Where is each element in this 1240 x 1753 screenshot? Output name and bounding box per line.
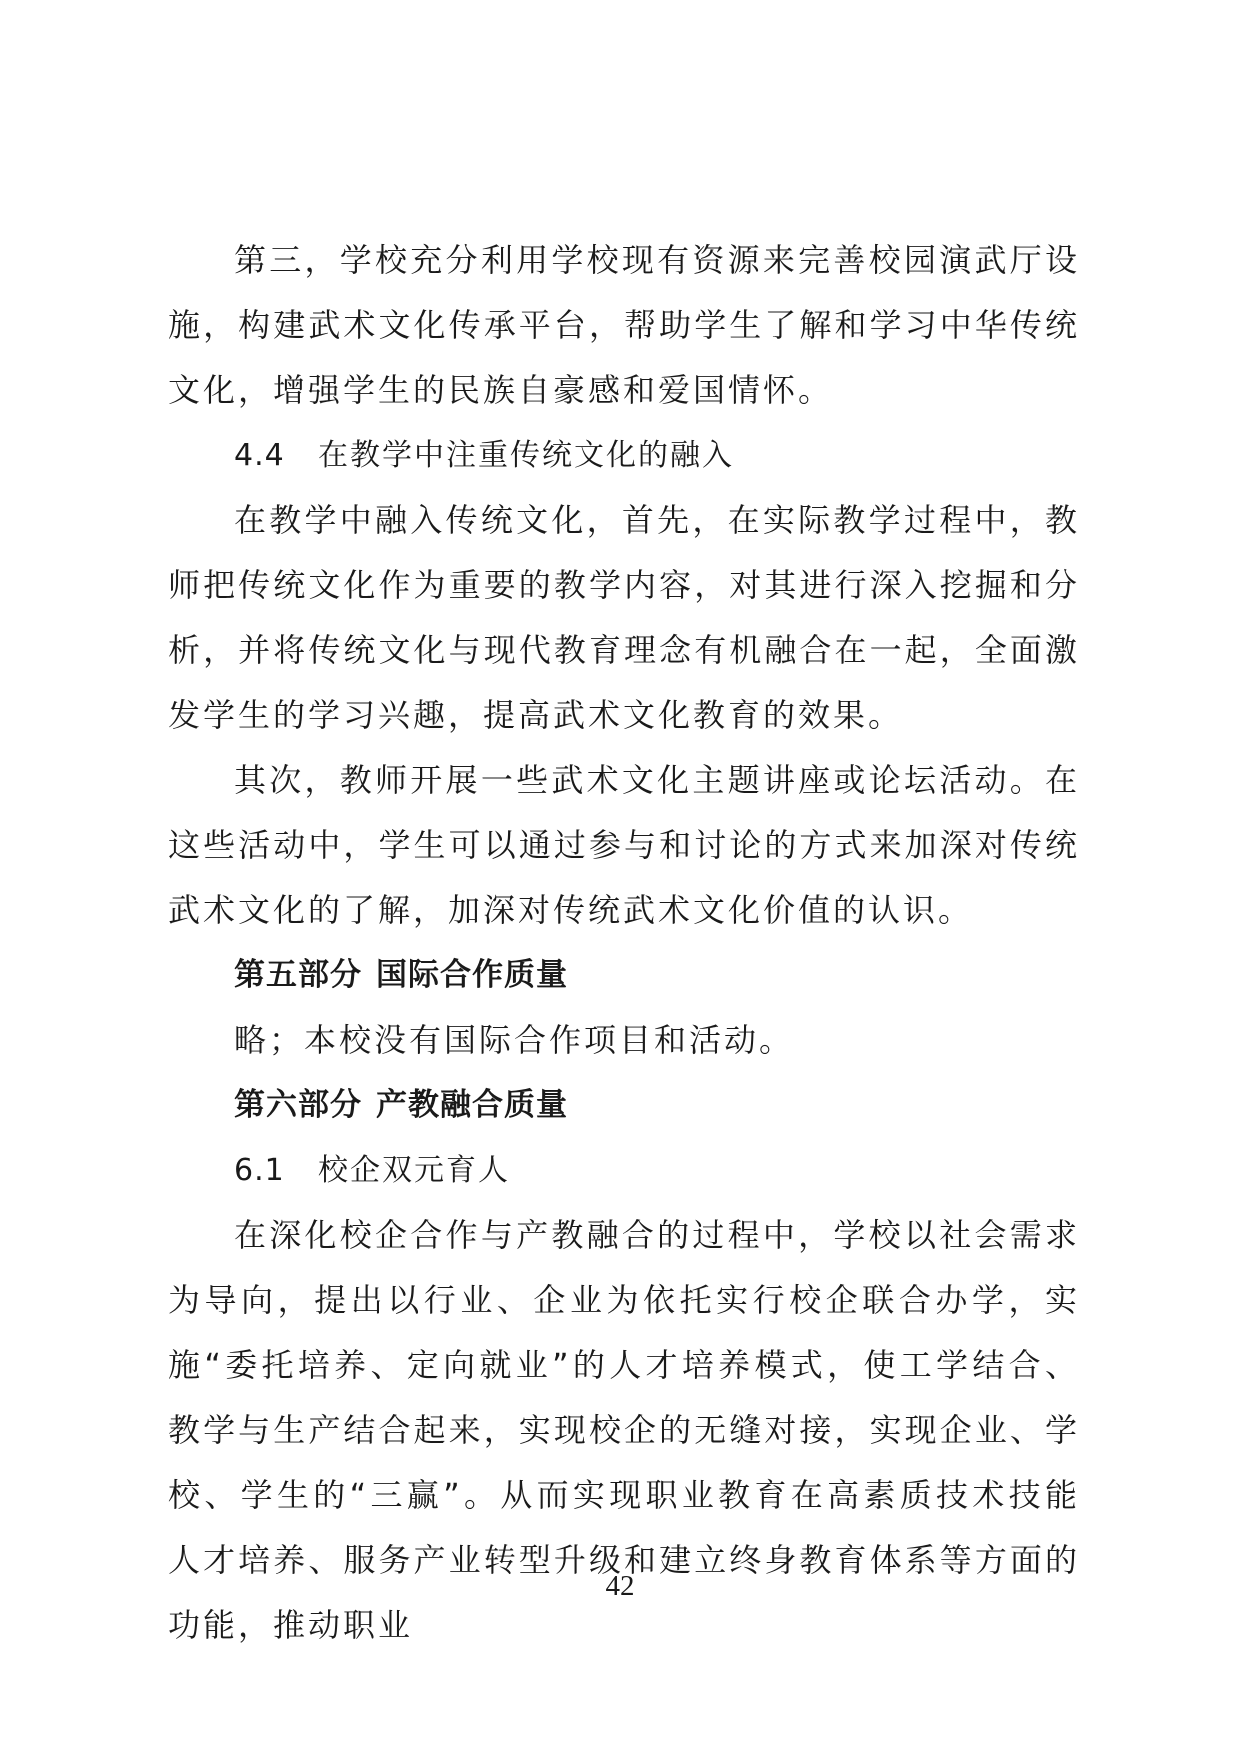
section-title: 产教融合质量 (376, 1087, 568, 1123)
paragraph-school-enterprise: 在深化校企合作与产教融合的过程中，学校以社会需求为导向，提出以行业、企业为依托实行校企联合办学，实施“委托培养、定向就业”的人才培养模式，使工学结合、教学与生产结合起来，实现校企的无缝对接，实现企业、学校、学生的“三赢”。从而实现职业教育在高素质技术技能人才培养、服务产业转型升级和建立终身教育体系等方面的功能，推动职业 (168, 1216, 1080, 1644)
section-part-label: 第六部分 (234, 1087, 362, 1123)
paragraph-international-cooperation: 略；本校没有国际合作项目和活动。 (234, 1021, 795, 1059)
section-title: 国际合作质量 (376, 957, 568, 993)
subsection-number: 6.1 (234, 1153, 285, 1188)
section-heading-6 (168, 1073, 1080, 1138)
section-part-label: 第五部分 (234, 957, 362, 993)
paragraph-lectures-forums: 其次，教师开展一些武术文化主题讲座或论坛活动。在这些活动中，学生可以通过参与和讨论的方式来加深对传统武术文化的了解，加深对传统武术文化价值的认识。 (168, 761, 1080, 929)
subsection-title: 在教学中注重传统文化的融入 (318, 438, 734, 473)
page-body (168, 228, 1080, 1658)
paragraph-facilities: 第三，学校充分利用学校现有资源来完善校园演武厅设施，构建武术文化传承平台，帮助学生了解和学习中华传统文化，增强学生的民族自豪感和爱国情怀。 (168, 241, 1080, 409)
subsection-heading-6-1 (168, 1138, 1080, 1203)
paragraph-teaching-integration: 在教学中融入传统文化，首先，在实际教学过程中，教师把传统文化作为重要的教学内容，对其进行深入挖掘和分析，并将传统文化与现代教育理念有机融合在一起，全面激发学生的学习兴趣，提高武术文化教育的效果。 (168, 501, 1080, 734)
section-heading-5 (168, 943, 1080, 1008)
subsection-heading-4-4 (168, 423, 1080, 488)
subsection-number: 4.4 (234, 438, 285, 473)
page-number: 42 (605, 1570, 635, 1602)
subsection-title: 校企双元育人 (318, 1153, 510, 1188)
